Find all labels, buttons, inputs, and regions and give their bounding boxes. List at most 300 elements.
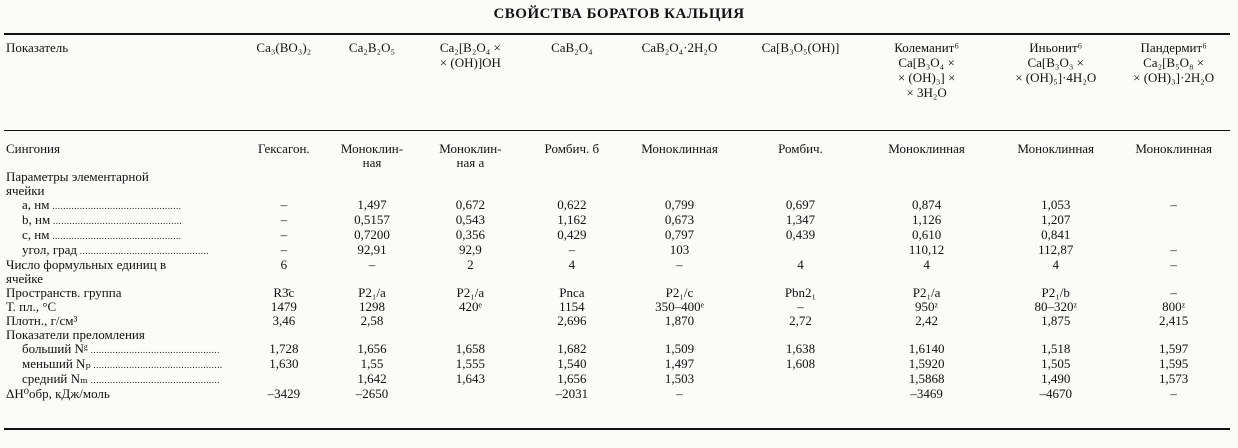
table-cell <box>619 170 740 198</box>
table-cell <box>525 357 619 372</box>
table-cell <box>416 286 525 300</box>
table-cell <box>525 387 619 401</box>
table-cell <box>740 387 861 401</box>
cell-line: 1,642 <box>357 371 387 386</box>
cell-line: 1,540 <box>557 356 587 371</box>
table-cell <box>1119 213 1228 228</box>
table-cell <box>416 243 525 258</box>
table-cell <box>1119 170 1228 198</box>
table-cell <box>525 342 619 357</box>
cell-line: –3429 <box>267 386 301 401</box>
table-row <box>6 314 1228 328</box>
cell-line: – <box>1170 242 1177 257</box>
cell-line: 0,841 <box>1041 227 1071 242</box>
cell-line: P2₁/c <box>665 285 694 300</box>
cell-line: 1,658 <box>455 341 485 356</box>
table-row <box>6 170 1228 198</box>
leader-dots: ............................................... <box>87 345 220 355</box>
table-cell <box>1119 314 1228 328</box>
row-label <box>6 314 240 328</box>
table-cell <box>992 314 1119 328</box>
table-cell <box>525 213 619 228</box>
leader-dots: ............................................... <box>50 216 183 226</box>
table-cell <box>740 170 861 198</box>
cell-line: –3469 <box>910 386 943 401</box>
table-cell <box>328 213 416 228</box>
cell-line: 0,543 <box>455 212 485 227</box>
header-line: Иньонит⁶ <box>1029 40 1083 55</box>
cell-line: –2031 <box>555 386 589 401</box>
row-label-line: Плотн., г/см³ <box>6 313 78 328</box>
header-line: Ca₂B₂O₅ <box>348 40 396 55</box>
cell-line: 1,053 <box>1041 197 1071 212</box>
header-line: × (OH)₃] × <box>897 70 956 85</box>
table-row <box>6 213 1228 228</box>
row-label <box>6 228 240 243</box>
header-line: Ca₂[B₂O₄ × <box>439 40 501 55</box>
table-cell <box>619 258 740 286</box>
header-cell <box>328 40 416 128</box>
cell-line: – <box>1170 285 1177 300</box>
table-cell <box>525 328 619 342</box>
table-cell <box>992 286 1119 300</box>
table-cell <box>240 357 328 372</box>
cell-line: Ромбич. б <box>544 141 600 156</box>
table-cell <box>525 228 619 243</box>
cell-line: Моноклин- <box>340 141 404 156</box>
table-cell <box>740 228 861 243</box>
cell-line: Ромбич. <box>778 141 823 156</box>
table-cell <box>1119 357 1228 372</box>
row-label <box>6 286 240 300</box>
cell-line: 6 <box>280 257 288 272</box>
table-cell <box>861 198 992 213</box>
cell-line: 1154 <box>559 299 585 314</box>
cell-line: P2₁/a <box>456 285 485 300</box>
row-label-line: Число формульных единиц в <box>6 257 167 272</box>
table-cell <box>416 328 525 342</box>
header-line: Ca[B₃O₅(OH)] <box>761 40 840 55</box>
table-cell <box>240 342 328 357</box>
row-label <box>6 198 240 213</box>
cell-line: – <box>676 386 683 401</box>
cell-line: 350–400ᵉ <box>655 299 704 314</box>
cell-line: ная <box>362 155 382 170</box>
row-label-line: Т. пл., °С <box>6 299 57 314</box>
cell-line: 80–320ᶻ <box>1034 299 1077 314</box>
cell-line: 1,207 <box>1041 212 1071 227</box>
table-cell <box>1119 328 1228 342</box>
table-cell <box>861 258 992 286</box>
table-cell <box>992 372 1119 387</box>
header-line: Колеманит⁶ <box>894 40 959 55</box>
cell-line: P2₁/a <box>912 285 941 300</box>
table-cell <box>525 198 619 213</box>
row-label <box>6 372 240 387</box>
table-row <box>6 258 1228 286</box>
table-cell <box>240 243 328 258</box>
table-cell <box>240 300 328 314</box>
table-cell <box>240 213 328 228</box>
cell-line: – <box>280 242 288 257</box>
borates-table <box>6 40 1228 401</box>
table-cell <box>525 300 619 314</box>
table-cell <box>861 387 992 401</box>
header-line: × 3H₂O <box>906 85 947 100</box>
table-cell <box>619 286 740 300</box>
table-cell <box>740 372 861 387</box>
table-cell <box>328 228 416 243</box>
cell-line: 950ᶻ <box>915 299 939 314</box>
table-cell <box>416 314 525 328</box>
table-cell <box>240 328 328 342</box>
row-label <box>6 213 240 228</box>
cell-line: Моноклинная <box>1017 141 1095 156</box>
table-cell <box>861 128 992 170</box>
table-body <box>6 128 1228 401</box>
cell-line: 0,356 <box>455 227 485 242</box>
header-line: × (OH)₅]·4H₂O <box>1015 70 1097 85</box>
cell-line: 0,672 <box>455 197 485 212</box>
table-cell <box>328 258 416 286</box>
row-label-line: ячейки <box>6 183 45 198</box>
table-cell <box>992 328 1119 342</box>
row-label <box>6 300 240 314</box>
table-cell <box>328 286 416 300</box>
table-cell <box>861 314 992 328</box>
cell-line: 0,610 <box>911 227 942 242</box>
cell-line: 2,58 <box>360 313 384 328</box>
table-cell <box>992 228 1119 243</box>
table-cell <box>328 342 416 357</box>
cell-line: 1,682 <box>557 341 587 356</box>
table-cell <box>240 228 328 243</box>
cell-line: 1,870 <box>664 313 695 328</box>
cell-line: – <box>280 227 288 242</box>
row-label-line: меньший Nₚ ............................................... <box>22 356 223 371</box>
cell-line: –2650 <box>355 386 389 401</box>
table-cell <box>525 128 619 170</box>
cell-line: 2,415 <box>1159 313 1189 328</box>
cell-line: P2₁/a <box>358 285 386 300</box>
table-cell <box>416 258 525 286</box>
header-line: Пандермит⁶ <box>1140 40 1207 55</box>
cell-line: 2 <box>467 257 474 272</box>
cell-line: 4 <box>568 257 576 272</box>
table-cell <box>861 286 992 300</box>
cell-line: 4 <box>1052 257 1059 272</box>
table-cell <box>328 170 416 198</box>
table-cell <box>1119 387 1228 401</box>
table-cell <box>619 243 740 258</box>
table-cell <box>240 170 328 198</box>
table-cell <box>525 258 619 286</box>
row-label <box>6 170 240 198</box>
leader-dots: ............................................... <box>90 360 223 370</box>
table-row <box>6 357 1228 372</box>
header-line: × (OH)]OH <box>439 55 501 70</box>
table-row <box>6 228 1228 243</box>
cell-line: R3̄c <box>273 285 295 300</box>
table-cell <box>740 314 861 328</box>
cell-line: 92,91 <box>357 242 387 257</box>
leader-dots: ............................................... <box>87 375 220 385</box>
table-cell <box>861 213 992 228</box>
table-cell <box>861 170 992 198</box>
row-label <box>6 387 240 401</box>
cell-line: 2,72 <box>789 313 812 328</box>
table-cell <box>1119 258 1228 286</box>
cell-line: – <box>280 212 288 227</box>
cell-line: ная а <box>456 155 485 170</box>
table-cell <box>861 228 992 243</box>
row-label-line: больший Nᵍ ............................................... <box>22 341 220 356</box>
cell-line: 1,509 <box>664 341 695 356</box>
cell-line: 1,6140 <box>908 341 945 356</box>
header-line: Ca₂[B₅O₈ × <box>1143 55 1205 70</box>
leader-dots: ............................................... <box>49 201 182 211</box>
table-cell <box>861 372 992 387</box>
table-cell <box>740 128 861 170</box>
header-line: CaB₂O₄·2H₂O <box>641 40 718 55</box>
cell-line: 1,490 <box>1041 371 1071 386</box>
table-cell <box>328 198 416 213</box>
table-cell <box>416 198 525 213</box>
cell-line: 0,874 <box>911 197 942 212</box>
header-line: Показатель <box>6 40 69 55</box>
cell-line: 420ᵉ <box>458 299 482 314</box>
cell-line: – <box>368 257 376 272</box>
header-line: × (OH)₃]·2H₂O <box>1133 70 1215 85</box>
table-cell <box>1119 228 1228 243</box>
table-cell <box>740 286 861 300</box>
header-row <box>6 40 1228 128</box>
cell-line: 110,12 <box>908 242 945 257</box>
table-cell <box>1119 300 1228 314</box>
table-cell <box>619 128 740 170</box>
table-cell <box>619 300 740 314</box>
table-cell <box>740 213 861 228</box>
cell-line: 92,9 <box>459 242 482 257</box>
table-cell <box>328 243 416 258</box>
cell-line: 0,7200 <box>354 227 390 242</box>
cell-line: 1,597 <box>1159 341 1189 356</box>
header-cell <box>992 40 1119 128</box>
table-cell <box>328 314 416 328</box>
cell-line: 1,638 <box>785 341 816 356</box>
table-cell <box>416 300 525 314</box>
cell-line: 0,429 <box>557 227 587 242</box>
row-label-line: средний Nₘ ............................................... <box>22 371 220 386</box>
row-label-line: ячейке <box>6 271 44 286</box>
cell-line: 0,799 <box>664 197 695 212</box>
table-cell <box>619 213 740 228</box>
table-cell <box>992 213 1119 228</box>
table-cell <box>619 228 740 243</box>
cell-line: – <box>797 299 804 314</box>
cell-line: 1,347 <box>785 212 816 227</box>
table-cell <box>525 314 619 328</box>
cell-line: Pnca <box>559 285 585 300</box>
table-cell <box>328 387 416 401</box>
table-title: СВОЙСТВА БОРАТОВ КАЛЬЦИЯ <box>493 6 745 22</box>
table-cell <box>992 387 1119 401</box>
row-label-line: b, нм ............................................... <box>22 212 183 227</box>
cell-line: P2₁/b <box>1041 285 1070 300</box>
table-cell <box>328 357 416 372</box>
row-label-line: Параметры элементарной <box>6 169 149 184</box>
table-cell <box>619 314 740 328</box>
table-cell <box>861 300 992 314</box>
table-cell <box>328 300 416 314</box>
row-label <box>6 243 240 258</box>
cell-line: 0,439 <box>785 227 816 242</box>
cell-line: 1,728 <box>269 341 299 356</box>
header-cell <box>861 40 992 128</box>
cell-line: – <box>1170 197 1177 212</box>
cell-line: 1,497 <box>357 197 387 212</box>
table-cell <box>992 258 1119 286</box>
row-label <box>6 342 240 357</box>
cell-line: 0,5157 <box>354 212 390 227</box>
table-cell <box>740 258 861 286</box>
table-cell <box>240 286 328 300</box>
table-cell <box>525 243 619 258</box>
header-line: Ca₃(BO₃)₂ <box>256 40 312 55</box>
cell-line: Pbn2₁ <box>784 285 817 300</box>
table-cell <box>416 387 525 401</box>
header-cell <box>6 40 240 128</box>
cell-line: 1,518 <box>1041 341 1071 356</box>
cell-line: 1,55 <box>360 356 384 371</box>
header-line: CaB₂O₄ <box>551 40 593 55</box>
bottom-rule <box>4 428 1230 430</box>
cell-line: 0,797 <box>664 227 695 242</box>
row-label <box>6 357 240 372</box>
header-cell <box>619 40 740 128</box>
table-cell <box>992 243 1119 258</box>
top-rule <box>4 33 1230 35</box>
cell-line: – <box>568 242 576 257</box>
table-row <box>6 286 1228 300</box>
cell-line: 1,555 <box>455 356 485 371</box>
table-cell <box>328 328 416 342</box>
cell-line: Гексагон. <box>257 141 310 156</box>
table-cell <box>992 198 1119 213</box>
cell-line: 1298 <box>358 299 385 314</box>
row-label-line: а, нм ............................................... <box>22 197 182 212</box>
table-row <box>6 243 1228 258</box>
header-line: Ca[B₃O₃ × <box>1027 55 1084 70</box>
cell-line: 1,573 <box>1159 371 1189 386</box>
table-cell <box>416 213 525 228</box>
table-cell <box>416 342 525 357</box>
table-cell <box>1119 342 1228 357</box>
table-cell <box>992 357 1119 372</box>
table-cell <box>416 170 525 198</box>
cell-line: 1479 <box>270 299 297 314</box>
cell-line: 1,503 <box>664 371 695 386</box>
row-label-line: ΔH⁰обр, кДж/моль <box>6 386 110 401</box>
cell-line: Моноклинная <box>641 141 718 156</box>
cell-line: 1,643 <box>455 371 485 386</box>
table-cell <box>240 128 328 170</box>
table-row <box>6 372 1228 387</box>
row-label-line: Пространств. группа <box>6 285 122 300</box>
cell-line: 4 <box>797 257 804 272</box>
header-cell <box>416 40 525 128</box>
table-row <box>6 128 1228 170</box>
table-cell <box>1119 128 1228 170</box>
table-cell <box>740 342 861 357</box>
table-row <box>6 328 1228 342</box>
row-label <box>6 258 240 286</box>
table-cell <box>416 357 525 372</box>
cell-line: – <box>1170 257 1177 272</box>
header-cell <box>240 40 328 128</box>
cell-line: 2,696 <box>557 313 587 328</box>
row-label <box>6 328 240 342</box>
table-cell <box>861 328 992 342</box>
table-cell <box>740 328 861 342</box>
cell-line: 0,622 <box>557 197 587 212</box>
table-row <box>6 198 1228 213</box>
cell-line: 2,42 <box>915 313 938 328</box>
cell-line: – <box>676 257 683 272</box>
cell-line: –4670 <box>1039 386 1072 401</box>
table-cell <box>992 342 1119 357</box>
table-cell <box>619 342 740 357</box>
cell-line: 0,673 <box>664 212 695 227</box>
table-cell <box>992 300 1119 314</box>
table-cell <box>619 387 740 401</box>
cell-line: Моноклинная <box>888 141 965 156</box>
table-cell <box>740 300 861 314</box>
table-cell <box>619 357 740 372</box>
table-cell <box>525 372 619 387</box>
cell-line: 1,497 <box>664 356 695 371</box>
cell-line: 1,162 <box>557 212 587 227</box>
leader-dots: ............................................... <box>77 246 210 256</box>
table-cell <box>992 128 1119 170</box>
leader-dots: ............................................... <box>49 231 182 241</box>
table-cell <box>1119 243 1228 258</box>
cell-line: 1,595 <box>1159 356 1189 371</box>
table-cell <box>740 243 861 258</box>
table-cell <box>1119 198 1228 213</box>
cell-line: 1,630 <box>269 356 299 371</box>
header-line: Ca[B₃O₄ × <box>898 55 955 70</box>
table-cell <box>525 170 619 198</box>
cell-line: – <box>280 197 288 212</box>
cell-line: 3,46 <box>272 313 296 328</box>
cell-line: 4 <box>923 257 930 272</box>
row-label-line: Сингония <box>6 141 60 156</box>
header-cell <box>1119 40 1228 128</box>
cell-line: 1,608 <box>785 356 816 371</box>
table-cell <box>861 357 992 372</box>
table-cell <box>416 372 525 387</box>
table-cell <box>619 198 740 213</box>
cell-line: 112,87 <box>1038 242 1074 257</box>
table-cell <box>992 170 1119 198</box>
table-cell <box>240 198 328 213</box>
cell-line: Моноклинная <box>1135 141 1212 156</box>
table-cell <box>619 372 740 387</box>
table-cell <box>328 372 416 387</box>
table-cell <box>619 328 740 342</box>
table-cell <box>1119 372 1228 387</box>
